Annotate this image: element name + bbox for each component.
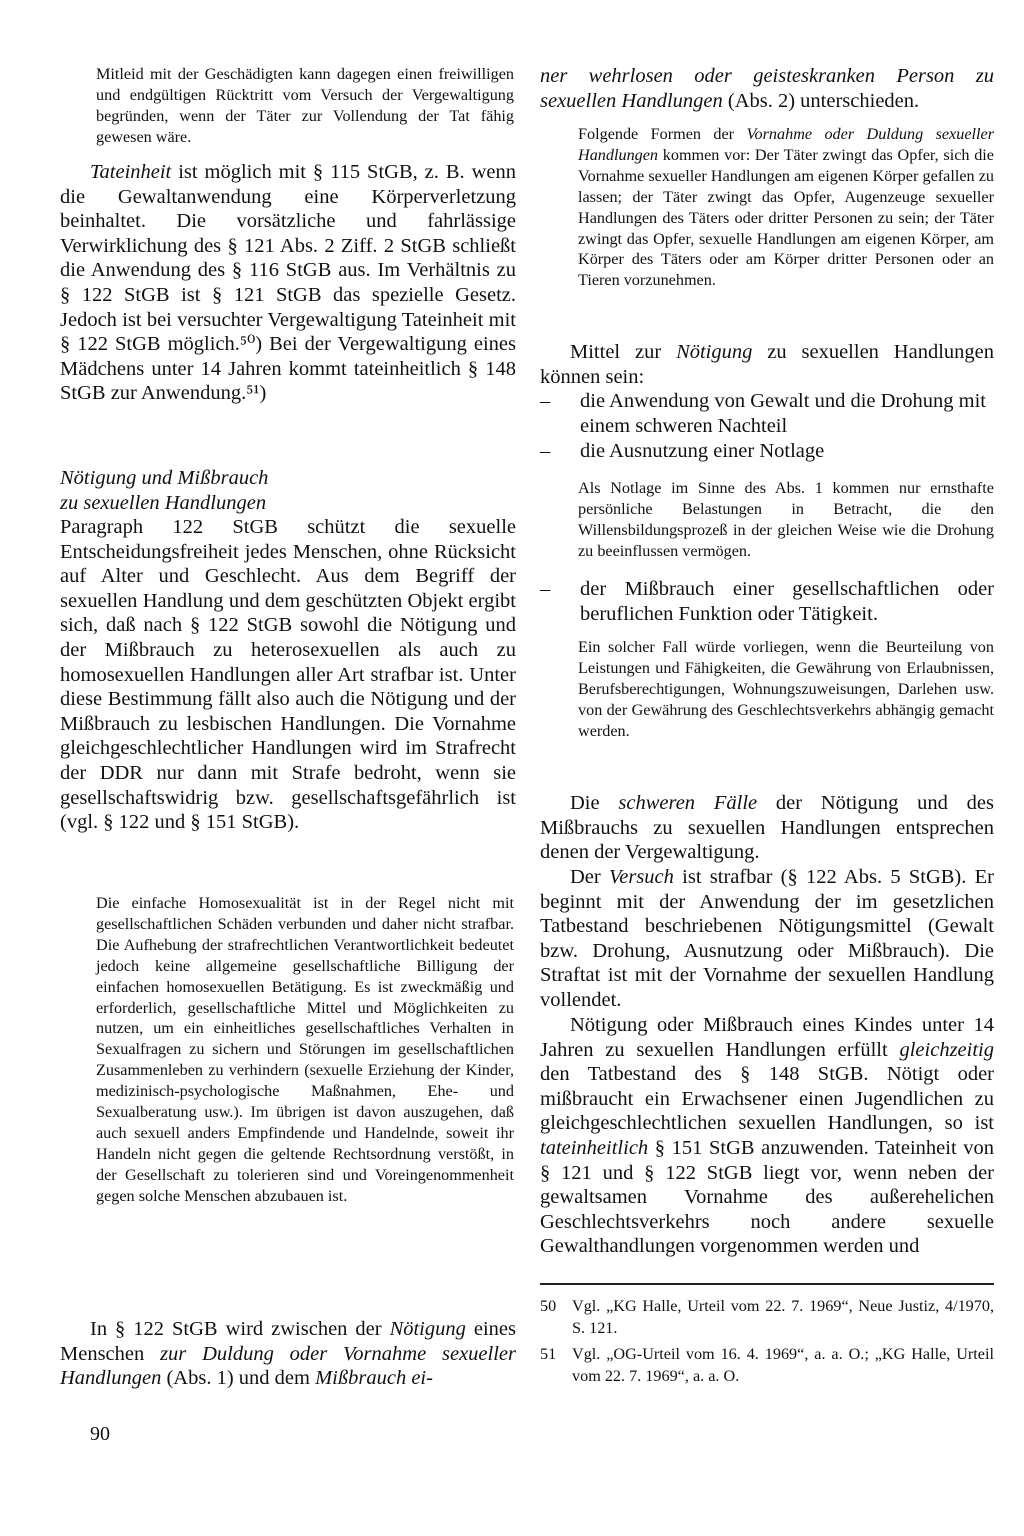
paragraph-text: der Nötigung und des Mißbrauchs zu sexuellen Handlungen entsprechen denen der Vergewaltigung. [540,792,994,864]
paragraph-text: Ein solcher Fall würde vorliegen, wenn die Beurteilung von Leistungen und Fähigkeiten, die Gewährung von Erlaubnissen, Berufsberechtigungen, Wohnungszuweisungen, Darlehen usw. von der Gewährung des Geschlechtsverkehrs abhängig gemacht werden. [578,638,994,740]
paragraph-kind [540,1013,994,1259]
emphasis: Vornahme oder Duldung sexueller Handlungen [578,125,994,164]
paragraph-rucktritt [96,64,514,148]
paragraph-mittel [540,340,994,389]
emphasis: gleichzeitig [899,1038,994,1061]
footnote-number: 51 [540,1345,557,1363]
footnote-number: 50 [540,1297,557,1315]
paragraph-wehrlose-person [540,64,994,113]
paragraph-text: Mitleid mit der Geschädigten kann dagegen einen freiwilligen und endgültigen Rücktritt vom Versuch der Vergewaltigung begründen, wenn der Täter zur Vollendung der Tat fähig gewesen wäre. [96,65,514,146]
emphasis: zur Duldung oder Vornahme sexueller Handlungen [60,1342,516,1390]
paragraph-formen [578,124,994,291]
emphasis: ner wehrlosen oder geisteskranken Person zu sexuellen Handlungen [540,65,994,112]
paragraph-text: Die einfache Homosexualität ist in der Regel nicht mit gesellschaftlichen Schäden verbunden und daher nicht strafbar. Die Aufhebung der strafrechtlichen Verantwortlichkeit bedeutet jedoch keine allgemeine gesellschaftliche Billigung der einfachen homosexuellen Betätigung. Es ist zweckmäßig und erforderlich, gesellschaftliche Mittel und Möglichkeiten zu nutzen, um ein einheitliches gesellschaftliches Verhalten in Sexualfragen zu sichern und Störungen im gesellschaftlichen Zusammenleben zu verhindern (sexuelle Erziehung der Kinder, medizinisch-psychologische Maßnahmen, Ehe- und Sexualberatung usw.). Im übrigen ist davon auszugehen, daß auch sexuell anders Empfindende und Handelnde, soweit ihr Handeln nicht gegen die geltende Rechtsordnung verstößt, in der Gesellschaft zu tolerieren sind und Voreingenommenheit gegen solche Menschen abzubauen ist. [96,894,514,1205]
footnote-text: Vgl. „OG-Urteil vom 16. 4. 1969“, a. a. O.; „KG Halle, Urteil vom 22. 7. 1969“, a. a. O. [572,1345,994,1385]
paragraph-notlage [578,478,994,562]
paragraph-versuch [540,865,994,1013]
emphasis: tateinheitlich [540,1136,649,1159]
paragraph-text: Als Notlage im Sinne des Abs. 1 kommen nur ernsthafte persönliche Belastungen in Betracht, die den Willensbildungsprozeß in der gleichen Weise wie die Drohung zu beeinflussen vermögen. [578,479,994,560]
paragraph-text: den Tatbestand des § 148 StGB. Nötigt oder mißbraucht ein Erwachsener einen Jugendlichen zu gleichgeschlechtlichen sexuellen Handlungen, so ist [540,1063,994,1135]
paragraph-schwere-faelle [540,791,994,865]
paragraph-text: zu sexuellen Handlungen können sein: [540,341,994,388]
list-item-text: die Anwendung von Gewalt und die Drohung mit einem schweren Nachteil [580,390,986,437]
paragraph-tateinheit [60,160,516,406]
paragraph-text: Die [570,792,619,814]
list-item-notlage [540,439,994,465]
paragraph-fall [578,637,994,742]
section-heading-line-1: Nötigung und Mißbrauch [60,467,269,489]
paragraph-unterscheidung [60,1317,516,1391]
emphasis: Nötigung [389,1318,466,1340]
paragraph-text: Der [570,866,609,888]
paragraph-text: kommen vor: Der Täter zwingt das Opfer, sich die Vornahme sexueller Handlungen am eigenen Körper gefallen zu lassen; der Täter zwingt das Opfer, Augenzeuge sexueller Handlungen des Täters oder dritter Personen zu sein; der Täter zwingt das Opfer, sexuelle Handlungen am eigenen Körper, am Körper des Täters oder am Körper dritter Personen oder an Tieren vorzunehmen. [578,145,994,290]
paragraph-text: ist strafbar (§ 122 Abs. 5 StGB). Er beginnt mit der Anwendung der im gesetzlichen Tatbestand beschriebenen Nötigungsmittel (Gewalt bzw. Drohung, Ausnutzung oder Mißbrauch). Die Straftat ist mit der Vornahme der sexuellen Handlung vollendet. [540,866,994,1011]
dash-bullet: – [540,578,551,600]
section-heading [60,466,516,515]
paragraph-text: Paragraph 122 StGB schützt die sexuelle Entscheidungsfreiheit jedes Menschen, ohne Rücksicht auf Alter und Geschlecht. Aus dem Begriff der sexuellen Handlung und dem geschützten Objekt ergibt sich, daß nach § 122 StGB sowohl die Nötigung und der Mißbrauch zu heterosexuellen als auch zu homosexuellen Handlungen aller Art strafbar ist. Unter diese Bestimmung fällt also auch die Nötigung und der Mißbrauch zu lesbischen Handlungen. Die Vornahme gleichgeschlechtlicher Handlungen wird im Strafrecht der DDR nur dann mit Strafe bedroht, wenn sie gesellschaftswidrig bzw. gesellschaftsgefährlich ist (vgl. § 122 und § 151 StGB). [60,516,516,834]
list-item-missbrauch [540,577,994,627]
dash-bullet: – [540,390,551,412]
page-number: 90 [90,1423,110,1445]
paragraph-homosexualitaet [96,893,514,1207]
list-item-text: die Ausnutzung einer Notlage [580,440,825,462]
footnote-divider [540,1283,994,1285]
emphasis: Versuch [609,866,674,888]
emphasis: Mißbrauch ei- [315,1367,433,1390]
section-heading-line-2: zu sexuellen Handlungen [60,491,267,514]
paragraph-122-stgb [60,515,516,835]
list-item-text: der Mißbrauch einer gesellschaftlichen oder beruflichen Funktion oder Tätigkeit. [580,578,994,625]
emphasis: Nötigung [676,341,753,363]
emphasis: Tateinheit [90,161,172,183]
paragraph-text: eines Menschen [60,1318,516,1365]
paragraph-text: Mittel zur [570,341,677,363]
list-item-gewalt [540,389,994,439]
paragraph-text: Nötigung oder Mißbrauch eines Kindes unter 14 Jahren zu sexuellen Handlungen erfüllt [540,1014,994,1061]
emphasis: schweren Fälle [618,792,758,814]
footnote-50 [540,1295,994,1341]
paragraph-text: ist möglich mit § 115 StGB, z. B. wenn die Gewaltanwendung eine Körperverletzung beinhaltet. Die vorsätzliche und fahrlässige Verwirklichung des § 121 Abs. 2 Ziff. 2 StGB schließt die Anwendung des § 116 StGB aus. Im Verhältnis zu § 122 StGB ist § 121 StGB das spezielle Gesetz. Jedoch ist bei versuchter Vergewaltigung Tateinheit mit § 122 StGB möglich.⁵⁰) Bei der Vergewaltigung eines Mädchens unter 14 Jahren kommt tateinheitlich § 148 StGB zur Anwendung.⁵¹) [60,161,516,405]
paragraph-text: Folgende Formen der [578,125,747,143]
paragraph-text: In § 122 StGB wird zwischen der [90,1318,390,1340]
dash-bullet: – [540,440,551,462]
paragraph-text: (Abs. 1) und dem [161,1367,316,1390]
paragraph-text: § 151 StGB anzuwenden. Tateinheit von § 121 und § 122 StGB liegt vor, wenn neben der gewaltsamen Vornahme des außerehelichen Geschlechtsverkehrs noch andere sexuelle Gewalthandlungen vorgenommen werden und [540,1136,994,1258]
footnote-text: Vgl. „KG Halle, Urteil vom 22. 7. 1969“, Neue Justiz, 4/1970, S. 121. [572,1297,994,1337]
paragraph-text: (Abs. 2) unterschieden. [722,89,920,112]
footnote-51 [540,1343,994,1389]
